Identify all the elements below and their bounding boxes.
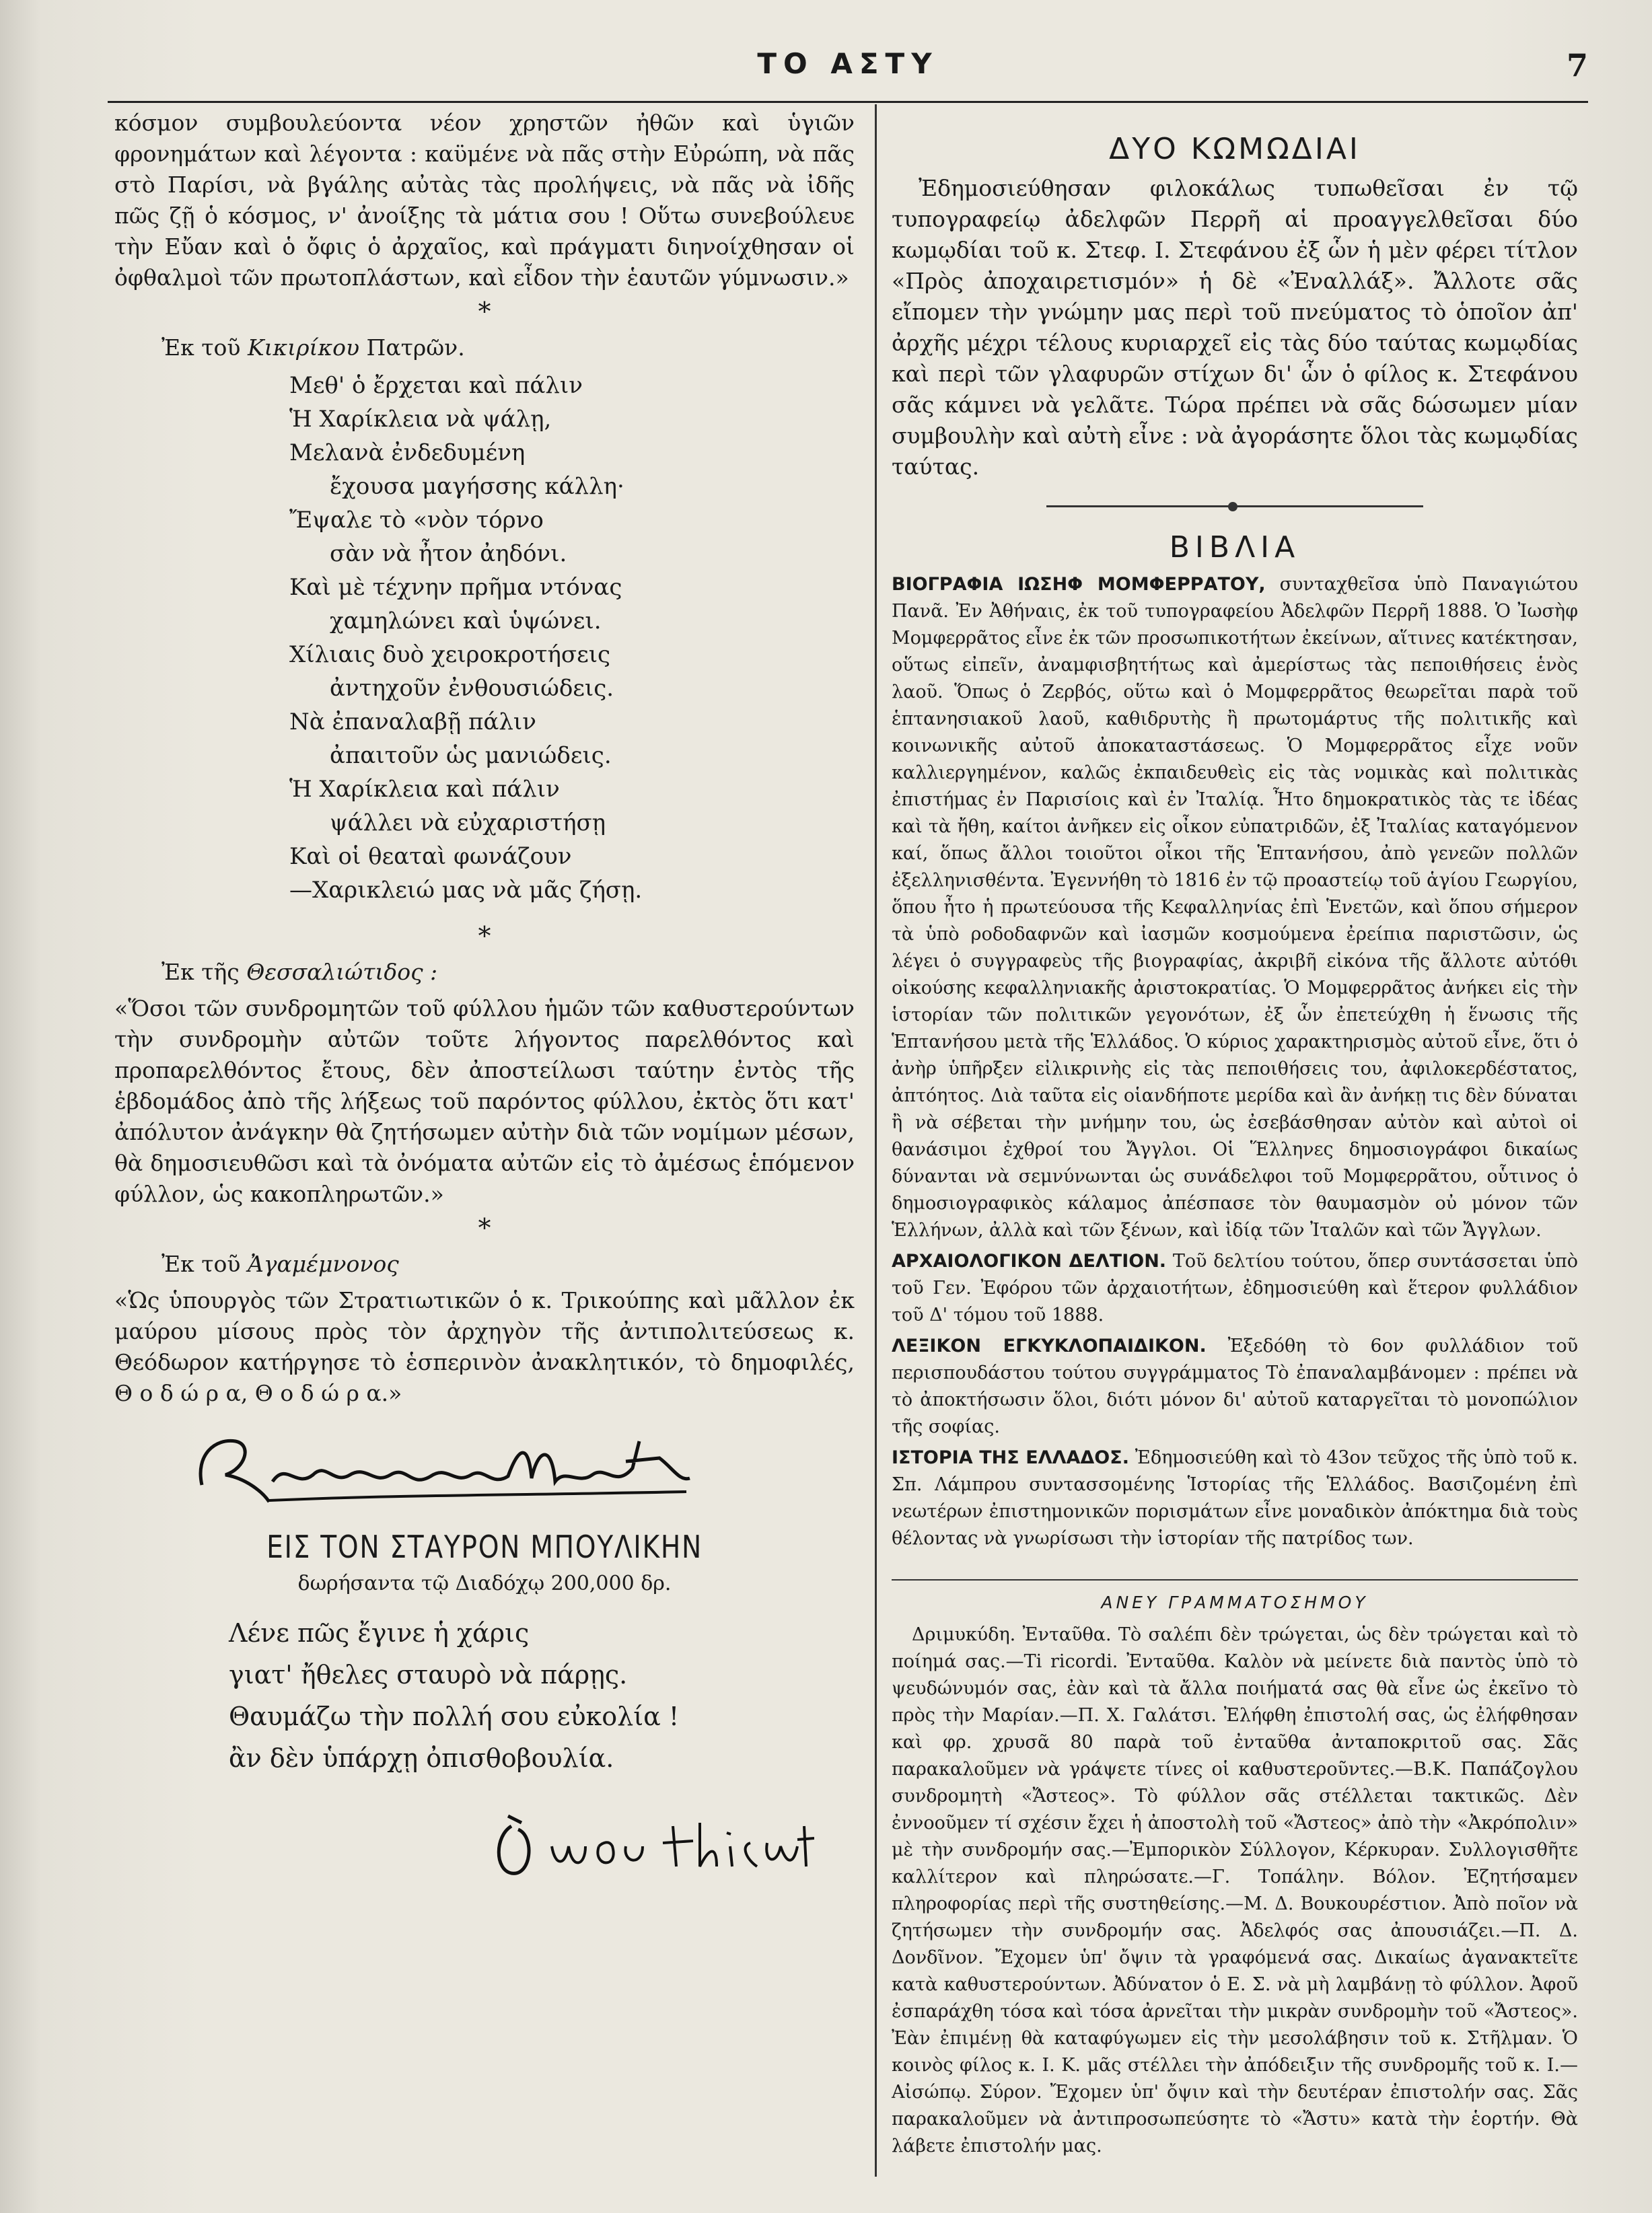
source-prefix: Ἐκ τοῦ: [161, 1251, 241, 1277]
book-title: ΒΙΟΓΡΑΦΙΑ ΙΩΣΗΦ ΜΟΜΦΕΡΡΑΤΟΥ,: [892, 574, 1266, 595]
comedies-paragraph: Ἐδημοσιεύθησαν φιλοκάλως τυπωθεῖσαι ἐν τῷ τυπογραφείῳ ἀδελφῶν Περρῆ αἱ προαγγελθεῖσαι δύο κωμῳδίαι τοῦ κ. Στεφ. Ι. Στεφάνου ἐξ ὧν ἡ μὲν φέρει τίτλον «Πρὸς ἀποχαιρετισμόν» ἡ δὲ «Ἐναλλάξ». Ἄλλοτε σᾶς εἴπομεν τὴν γνώμην μας περὶ τοῦ πνεύματος τὸ ὁποῖον ἀπ' ἀρχῆς μέχρι τέλους κυριαρχεῖ εἰς τὰς δύο ταύτας κωμῳδίας καὶ περὶ τῶν γλαφυρῶν στίχων δι' ὧν ὁ φίλος κ. Στεφάνου σᾶς κάμνει νὰ γελᾶτε. Τώρα πρέπει νὰ σᾶς δώσωμεν μίαν συμβουλὴν καὶ αὐτὴ εἶνε : νὰ ἀγοράσητε ὅλοι τὰς κωμῳδίας ταύτας.: [892, 175, 1578, 480]
poem-line: —Χαρικλειώ μας νὰ μᾶς ζήσῃ.: [289, 877, 643, 904]
right-column: [892, 108, 1578, 2160]
quatrain: [229, 1612, 855, 1779]
source-prefix: Ἐκ τῆς: [161, 959, 240, 985]
poem-line: Ἡ Χαρίκλεια καὶ πάλιν: [289, 776, 560, 803]
header-rule: [108, 101, 1588, 103]
poem-title: ΕΙΣ ΤΟΝ ΣΤΑΥΡΟΝ ΜΠΟΥΛΙΚΗΝ: [266, 1529, 703, 1565]
source-kikirikou: [161, 331, 855, 365]
section-star: *: [478, 1213, 491, 1243]
book-text: Ἐξεδόθη τὸ 6ον φυλλάδιον τοῦ περισπουδάστου τούτου συγγράμματος Τὸ ἐπαναλαμβάνομεν : πρέπει νὰ τὸ ἀποκτήσωσιν ὅλοι, διότι μόνον δι' αὐτοῦ καταργεῖται τὸ μονοπώλιον τῆς σοφίας.: [892, 1336, 1578, 1437]
handwritten-signature: [491, 1806, 814, 1880]
quatrain-line: ἂν δὲν ὑπάρχῃ ὀπισθοβουλία.: [229, 1743, 614, 1773]
poem-charikleia: [289, 369, 855, 907]
section-star: *: [478, 921, 491, 951]
page-header: [108, 47, 1588, 94]
quatrain-line: Λένε πῶς ἔγινε ἡ χάρις: [229, 1618, 530, 1648]
source-agamemnonos: [161, 1247, 855, 1281]
book-entry-biography: [892, 571, 1578, 1244]
poem-line: χαμηλώνει καὶ ὑψώνει.: [330, 608, 602, 634]
book-entry-history: [892, 1445, 1578, 1552]
source-thessaliotidos: [161, 955, 855, 989]
signature-ramessalliotis: [188, 1428, 855, 1509]
poem-line: ἀπαιτοῦν ὡς μανιώδεις.: [330, 742, 612, 769]
book-text: Ἐδημοσιεύθη καὶ τὸ 43ον τεῦχος τῆς ὑπὸ τοῦ κ. Σπ. Λάμπρου συντασσομένης Ἱστορίας τῆς Ἑλλάδος. Βασιζομένη ἐπὶ νεωτέρων ἐπιστημονικῶν πορισμάτων εἶνε μοναδικὸν ἀπόκτημα διὰ τοὺς θέλοντας νὰ γνωρίσωσι τὴν ἱστορίαν τῆς πατρίδος των.: [892, 1447, 1578, 1549]
poem-line: Μελανὰ ἐνδεδυμένη: [289, 439, 526, 466]
trikoupis-quote: «Ὡς ὑπουργὸς τῶν Στρατιωτικῶν ὁ κ. Τρικούπης καὶ μᾶλλον ἐκ μαύρου μίσους πρὸς τὸν ἀρχηγὸν τῆς ἀντιπολιτεύσεως κ. Θεόδωρον κατήργησε τὸ ἑσπερινὸν ἀνακλητικόν, τὸ δημοφιλές, Θ ο δ ώ ρ α, Θ ο δ ώ ρ α.»: [114, 1287, 855, 1406]
book-title: ΛΕΞΙΚΟΝ ΕΓΚΥΚΛΟΠΑΙΔΙΚΟΝ.: [892, 1336, 1207, 1356]
book-text: συνταχθεῖσα ὑπὸ Παναγιώτου Πανᾶ. Ἐν Ἀθήναις, ἐκ τοῦ τυπογραφείου Ἀδελφῶν Περρῆ 1888. Ὁ Ἰωσὴφ Μομφερρᾶτος εἶνε ἐκ τῶν προσωπικοτήτων ἐκείνων, αἵτινες κατέκτησαν, οὕτως εἰπεῖν, ἀναμφισβητήτως καὶ ἀμερίστως τὰς πεποιθήσεις ἑνὸς λαοῦ. Ὅπως ὁ Ζερβός, οὕτω καὶ ὁ Μομφερρᾶτος θεωρεῖται παρὰ τοῦ ἑπτανησιακοῦ λαοῦ, καθιδρυτὴς ἢ πρωτομάρτυς τῆς πολιτικῆς καὶ κοινωνικῆς αὐτοῦ ἀποκαταστάσεως. Ὁ Μομφερρᾶτος εἶχε νοῦν καλλιεργημένον, καλῶς ἐκπαιδευθεὶς εἰς τὰς νομικὰς καὶ πολιτικὰς ἐπιστήμας ἐν Παρισίοις καὶ ἐν Ἰταλίᾳ. Ἦτο δημοκρατικὸς τὰς τε ἰδέας καὶ τὰ ἤθη, καίτοι ἀνῆκεν εἰς οἶκον εὐπατριδῶν, ἐξ Ἰταλίας καταγόμενον καί, ὅπως ἄλλοι τοιοῦτοι οἶκοι τῆς Ἑπτανήσου, ἀπὸ γενεῶν πολλῶν ἐξελληνισθέντα. Ἐγεννήθη τὸ 1816 ἐν τῷ προαστείῳ τοῦ ἁγίου Γεωργίου, ὅπου ἦτο ἡ πρωτεύουσα τῆς Κεφαλληνίας ἐπὶ Ἑνετῶν, καὶ ὅπου σήμερον τὰ ὑπὸ ροδοδαφνῶν καὶ ἰασμῶν κοσμούμενα ἐρείπια παριστῶσιν, ὡς λέγει ὁ συγγραφεὺς τῆς βιογραφίας, ἀκριβῆ εἰκόνα τῆς ἄλλοτε αὐτόθι οἰκούσης κεφαλληνιακῆς ἀριστοκρατίας. Ὁ Μομφερρᾶτος ἀνήκει εἰς τὴν ἱστορίαν τῶν πολιτικῶν γεγονότων, ἐξ ὧν ἐπετεύχθη ἡ ἕνωσις τῆς Ἑπτανήσου μετὰ τῆς Ἑλλάδος. Ὁ κύριος χαρακτηρισμὸς αὐτοῦ εἶνε, ὅτι ὁ ἀνὴρ ὑπῆρξεν εἰλικρινὴς εἰς τὰς πεποιθήσεις του, ἀφιλοκερδέστατος, ἀπτόητος. Διὰ ταῦτα εἰς οἱανδήποτε μερίδα καὶ ἂν ἀνήκῃ τις δὲν δύναται ἢ νὰ σέβεται τὴν μνήμην του, ὡς ἐσεβάσθησαν αὐτὸν καὶ αὐτοὶ οἱ θανάσιμοι ἐχθροί του Ἄγγλοι. Οἱ Ἕλληνες δημοσιογράφοι δικαίως δύνανται νὰ σεμνύνωνται ὡς συνάδελφοι τοῦ Μομφερρᾶτου, οὗτινος ὁ δημοσιογραφικὸς κάλαμος ἀπέσπασε τὸν θαυμασμὸν οὐ μόνον τῶν Ἑλλήνων, ἀλλὰ καὶ τῶν ξένων, καὶ ἰδίᾳ τῶν Ἰταλῶν καὶ τῶν Ἄγγλων.: [892, 574, 1578, 1241]
subscribers-notice: «Ὅσοι τῶν συνδρομητῶν τοῦ φύλλου ἡμῶν τῶν καθυστερούντων τὴν συνδρομὴν αὐτῶν τοῦτε λήγοντος παρελθόντος καὶ προπαρελθόντος ἔτους, δὲν ἀποστείλωσι ταύτην ἐντὸς τῆς ἑβδομάδος ἀπὸ τῆς λήξεως τοῦ παρόντος φύλλου, ἐκτὸς ὅτι κατ' ἀπόλυτον ἀνάγκην θὰ ζητήσωμεν αὐτὴν διὰ τῶν νομίμων μέσων, θὰ δημοσιευθῶσι καὶ τὰ ὀνόματα αὐτῶν εἰς τὸ ἀμέσως ἑπόμενον φύλλον, ὡς κακοπληρωτῶν.»: [114, 995, 855, 1207]
poem-line: ἀντηχοῦν ἐνθουσιώδεις.: [330, 675, 614, 702]
source-name: Κικιρίκου: [247, 334, 360, 361]
poem-dedication: δωρήσαντα τῷ Διαδόχῳ 200,000 δρ.: [297, 1572, 672, 1595]
book-entry-archaeology: [892, 1248, 1578, 1329]
running-title: ΤΟ ΑΣΤΥ: [757, 47, 939, 80]
correspondence-title: ΑΝΕΥ ΓΡΑΜΜΑΤΟΣΗΜΟΥ: [892, 1579, 1578, 1612]
section-divider: [1046, 505, 1423, 507]
opening-paragraph: κόσμον συμβουλεύοντα νέον χρηστῶν ἠθῶν καὶ ὑγιῶν φρονημάτων καὶ λέγοντα : καϋμένε νὰ πᾶς στὴν Εὐρώπη, νὰ πᾶς στὸ Παρίσι, νὰ βγάλης αὐτὰς τὰς προλήψεις, νὰ πᾶς νὰ ἰδῆς πῶς ζῇ ὁ κόσμος, ν' ἀνοίξης τὰ μάτια σου ! Οὕτω συνεβούλευε τὴν Εὔαν καὶ ὁ ὄφις ὁ ἀρχαῖος, καὶ πράγματι διηνοίχθησαν οἱ ὀφθαλμοὶ τῶν πρωτοπλάστων, καὶ εἶδον τὴν ἑαυτῶν γύμνωσιν.»: [114, 110, 855, 291]
quatrain-line: Θαυμάζω τὴν πολλή σου εὐκολία !: [229, 1702, 680, 1731]
column-divider: [875, 104, 877, 2177]
books-title: ΒΙΒΛΙΑ: [1169, 530, 1301, 565]
poem-line: Ἡ Χαρίκλεια νὰ ψάλῃ,: [289, 406, 552, 433]
source-suffix: Πατρῶν.: [366, 334, 465, 361]
poem-line: σὰν νὰ ἦτον ἀηδόνι.: [330, 540, 567, 567]
poem-line: Μεθ' ὁ ἔρχεται καὶ πάλιν: [289, 372, 583, 399]
section-star: *: [478, 297, 491, 326]
book-entry-encyclopedia: [892, 1333, 1578, 1441]
source-prefix: Ἐκ τοῦ: [161, 334, 241, 361]
quatrain-line: γιατ' ἤθελες σταυρὸ νὰ πάρῃς.: [229, 1660, 628, 1690]
source-name: Θεσσαλιώτιδος :: [246, 959, 438, 985]
book-text: Τοῦ δελτίου τούτου, ὅπερ συντάσσεται ὑπὸ τοῦ Γεν. Ἐφόρου τῶν ἀρχαιοτήτων, ἐδημοσιεύθη καὶ ἕτερον φυλλάδιον τοῦ Δ' τόμου τοῦ 1888.: [892, 1251, 1578, 1326]
poem-line: Καὶ οἱ θεαταὶ φωνάζουν: [289, 843, 572, 870]
page-number: 7: [1566, 47, 1588, 83]
poem-line: Ἔψαλε τὸ «νὸν τόρνο: [289, 507, 544, 534]
source-name: Ἀγαμέμνονος: [247, 1251, 399, 1277]
signature-night-son: [491, 1806, 855, 1880]
correspondence-text: Δριμυκύδη. Ἐνταῦθα. Τὸ σαλέπι δὲν τρώγεται, ὡς δὲν τρώγεται καὶ τὸ ποίημά σας.—Ti ricordi. Ἐνταῦθα. Καλὸν νὰ μείνετε διὰ παντὸς ὑπὸ τὸ ψευδώνυμόν σας, ἐὰν καὶ τὰ ἄλλα ποιήματά σας θὰ εἶνε ὡς ἐκεῖνο τὸ πρὸς τὴν Μαρίαν.—Π. Χ. Γαλάτσι. Ἐλήφθη ἐπιστολή σας, ὡς ἐλήφθησαν καὶ φρ. χρυσᾶ 80 παρὰ τοῦ ἐνταῦθα ἀνταποκριτοῦ σας. Σᾶς παρακαλοῦμεν νὰ γράψετε τίνες οἱ καθυστεροῦντες.—Β.Κ. Παπάζογλου συνδρομητὴ «Ἄστεος». Τὸ φύλλον σᾶς στέλλεται τακτικῶς. Δὲν ἐννοοῦμεν τί σχέσιν ἔχει ἡ ἀποστολὴ τοῦ «Ἄστεος» ἀπὸ τὴν «Ἀκρόπολιν» μὲ τὴν συνδρομήν σας.—Ἐμπορικὸν Σύλλογον, Κέρκυραν. Συλλογισθῆτε καλλίτερον καὶ πληρώσατε.—Γ. Τοπάλην. Βόλον. Ἐζητήσαμεν πληροφορίας περὶ τῆς συστηθείσης.—Μ. Δ. Βουκουρέστιον. Ἀπὸ ποῖον νὰ ζητήσωμεν τὴν συνδρομήν σας. Ἀδελφός σας ἀπουσιάζει.—Π. Δ. Δονδῖνον. Ἔχομεν ὑπ' ὄψιν τὰ γραφόμενά σας. Δικαίως ἀγανακτεῖτε κατὰ καθυστερούντων. Ἀδύνατον ὁ Ε. Σ. νὰ μὴ λαμβάνῃ τὸ φύλλον. Ἀφοῦ ἐσπαράχθη τόσα καὶ τόσα ἀρνεῖται τὴν μικρὰν συνδρομὴν τοῦ «Ἄστεος». Ἐὰν ἐπιμένῃ θὰ καταφύγωμεν εἰς τὴν μεσολάβησιν τοῦ κ. Στῆλμαν. Ὁ κοινὸς φίλος κ. Ι. Κ. μᾶς στέλλει τὴν ἀπόδειξιν τῆς συνδρομῆς τοῦ κ. Ι.—Αἰσώπῳ. Σύρον. Ἔχομεν ὑπ' ὄψιν καὶ τὴν δευτέραν ἐπιστολήν σας. Σᾶς παρακαλοῦμεν νὰ ἀντιπροσωπεύσητε τὸ «Ἄστυ» κατὰ τὴν ἑορτήν. Θὰ λάβετε ἐπιστολήν μας.: [892, 1624, 1578, 2156]
poem-line: Χίλιαις δυὸ χειροκροτήσεις: [289, 641, 611, 668]
handwritten-signature: [188, 1428, 700, 1509]
book-title: ΑΡΧΑΙΟΛΟΓΙΚΟΝ ΔΕΛΤΙΟΝ.: [892, 1251, 1167, 1272]
poem-line: Νὰ ἐπαναλαβῇ πάλιν: [289, 709, 536, 735]
comedies-title: ΔΥΟ ΚΩΜΩΔΙΑΙ: [1109, 132, 1361, 166]
left-column: [114, 108, 855, 1880]
poem-line: ψάλλει νὰ εὐχαριστήσῃ: [330, 809, 606, 836]
book-title: ΙΣΤΟΡΙΑ ΤΗΣ ΕΛΛΑΔΟΣ.: [892, 1447, 1129, 1468]
poem-line: ἔχουσα μαγήσσης κάλλη·: [330, 473, 624, 500]
poem-line: Καὶ μὲ τέχνην πρῆμα ντόνας: [289, 574, 622, 601]
